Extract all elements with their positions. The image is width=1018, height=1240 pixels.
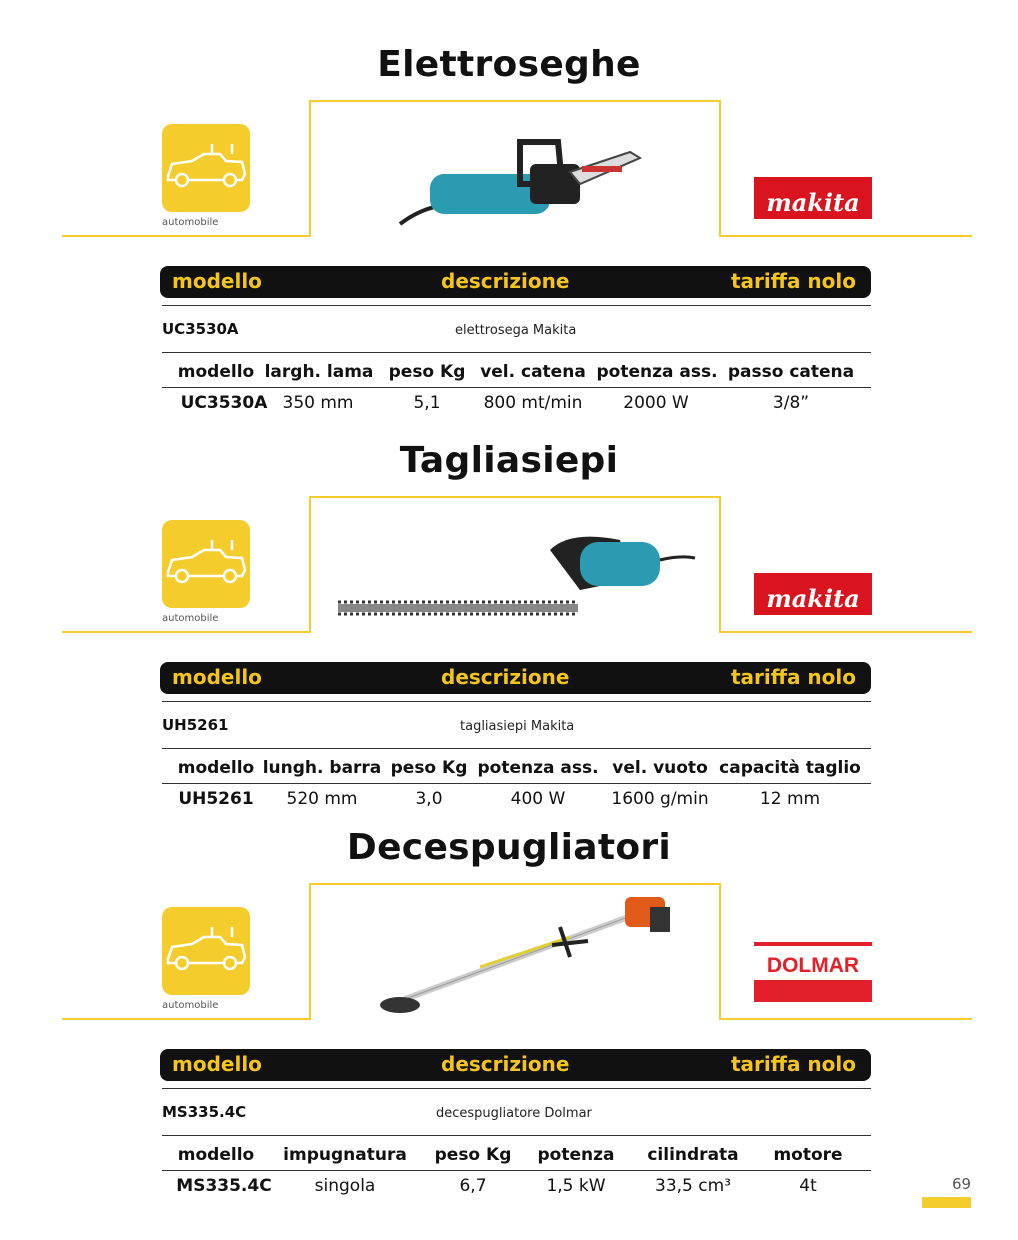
model-description: tagliasiepi Makita <box>460 719 575 734</box>
spec-value: 33,5 cm³ <box>655 1176 731 1196</box>
spec-header: modello <box>177 362 255 382</box>
dolmar-logo <box>754 954 872 1002</box>
page-number-bar <box>922 1197 971 1208</box>
divider <box>162 1135 871 1136</box>
model-code: UH5261 <box>162 716 229 734</box>
spec-value: UC3530A <box>180 393 268 413</box>
svg-text:makita: makita <box>766 584 860 613</box>
spec-value: 3/8” <box>772 393 810 413</box>
header-tariffa: tariffa nolo <box>731 665 857 689</box>
spec-value: singola <box>314 1176 376 1196</box>
chainsaw-icon <box>330 114 700 234</box>
header-descrizione: descrizione <box>441 665 570 689</box>
section-tagliasiepi <box>0 440 1018 836</box>
spec-value: 800 mt/min <box>483 393 583 413</box>
model-description: decespugliatore Dolmar <box>436 1106 592 1121</box>
spec-header: vel. vuoto <box>612 758 708 778</box>
car-icon <box>162 520 250 608</box>
spec-value: 350 mm <box>282 393 354 413</box>
category-label: automobile <box>162 613 219 624</box>
category-label: automobile <box>162 1000 219 1011</box>
model-code: UC3530A <box>162 320 239 338</box>
makita-logo <box>754 573 872 615</box>
hedge-trimmer-icon <box>330 510 700 630</box>
spec-value: 1,5 kW <box>546 1176 606 1196</box>
header-descrizione: descrizione <box>441 1052 570 1076</box>
divider <box>162 748 871 749</box>
header-modello: modello <box>172 269 262 293</box>
spec-value: 1600 g/min <box>611 789 709 809</box>
spec-header: peso Kg <box>388 362 466 382</box>
spec-header: lungh. barra <box>262 758 382 778</box>
spec-header: capacità taglio <box>719 758 861 778</box>
category-label: automobile <box>162 217 219 228</box>
spec-value: 6,7 <box>459 1176 487 1196</box>
svg-text:makita: makita <box>766 188 860 217</box>
header-tariffa: tariffa nolo <box>731 1052 857 1076</box>
header-tariffa: tariffa nolo <box>731 269 857 293</box>
spec-header: cilindrata <box>647 1145 739 1165</box>
table-header-bar <box>160 266 871 298</box>
spec-header: largh. lama <box>264 362 374 382</box>
divider <box>162 305 871 306</box>
section-title: Tagliasiepi <box>399 440 619 481</box>
header-descrizione: descrizione <box>441 269 570 293</box>
spec-value: 4t <box>799 1176 817 1196</box>
spec-value: 12 mm <box>759 789 821 809</box>
car-icon <box>162 907 250 995</box>
divider <box>162 783 871 784</box>
dolmar-wordmark: DOLMAR <box>766 954 860 977</box>
section-title: Elettroseghe <box>377 44 641 85</box>
header-modello: modello <box>172 1052 262 1076</box>
car-icon <box>162 124 250 212</box>
page-number: 69 <box>952 1175 972 1193</box>
spec-header: peso Kg <box>390 758 468 778</box>
model-code: MS335.4C <box>162 1103 247 1121</box>
brush-cutter-icon <box>330 897 700 1017</box>
spec-value: 2000 W <box>623 393 689 413</box>
divider <box>162 352 871 353</box>
spec-header: passo catena <box>727 362 855 382</box>
spec-value: 3,0 <box>415 789 443 809</box>
spec-value: UH5261 <box>178 789 254 809</box>
divider <box>162 1088 871 1089</box>
section-decespugliatori <box>0 827 1018 1223</box>
spec-header: modello <box>177 758 255 778</box>
spec-value: 520 mm <box>286 789 358 809</box>
spec-header: modello <box>177 1145 255 1165</box>
spec-header: peso Kg <box>434 1145 512 1165</box>
table-header-bar <box>160 662 871 694</box>
spec-header: potenza <box>537 1145 615 1165</box>
spec-value: 400 W <box>510 789 566 809</box>
divider <box>162 1170 871 1171</box>
divider <box>162 387 871 388</box>
spec-header: motore <box>773 1145 843 1165</box>
makita-logo <box>754 177 872 219</box>
divider <box>162 701 871 702</box>
spec-value: 5,1 <box>413 393 441 413</box>
spec-header: impugnatura <box>283 1145 407 1165</box>
spec-header: potenza ass. <box>477 758 599 778</box>
table-header-bar <box>160 1049 871 1081</box>
section-elettroseghe <box>0 44 1018 440</box>
spec-header: potenza ass. <box>596 362 718 382</box>
header-modello: modello <box>172 665 262 689</box>
spec-header: vel. catena <box>480 362 586 382</box>
model-description: elettrosega Makita <box>455 323 577 338</box>
spec-value: MS335.4C <box>176 1176 272 1196</box>
section-title: Decespugliatori <box>346 827 672 868</box>
